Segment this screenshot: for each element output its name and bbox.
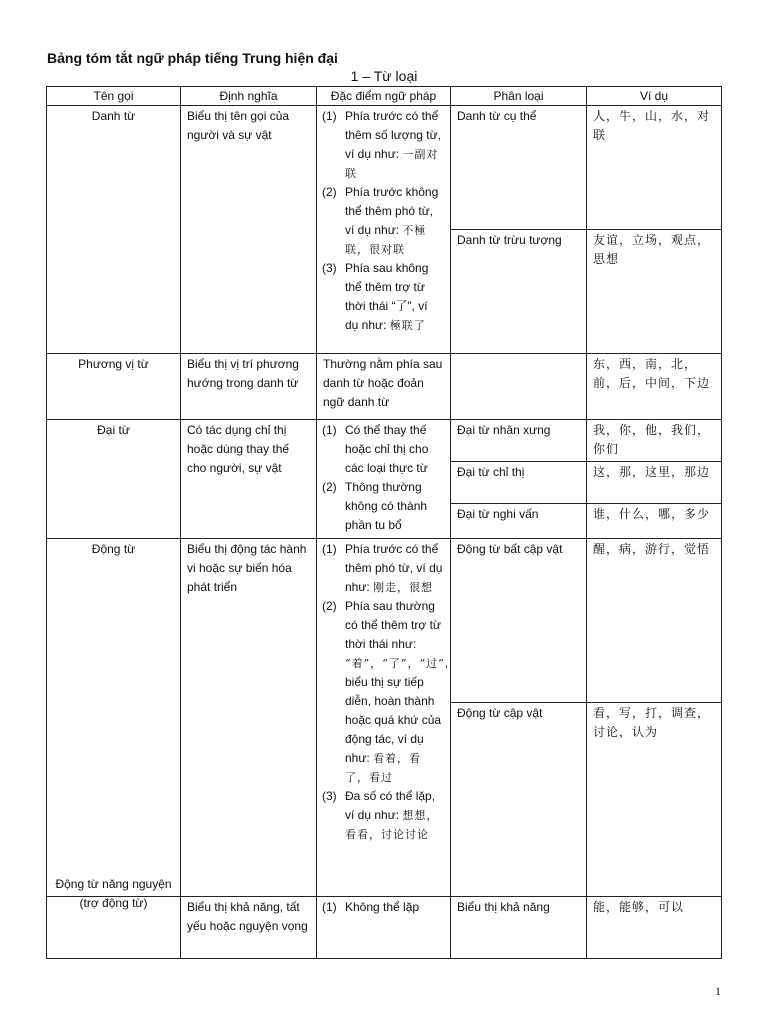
example-cell: 友谊，立场，观点，思想: [587, 230, 722, 354]
category-cell: Động từ cập vật: [451, 703, 587, 897]
header-name: Tên gọi: [47, 87, 181, 106]
feature-item: (1) Phía trước có thể thêm phó từ, ví dụ như: 刚走，很想: [322, 542, 443, 594]
feature-item: (1) Có thể thay thế hoặc chỉ thị cho các loại thực từ: [322, 423, 429, 475]
row-definition: Biểu thị tên gọi của người và sự vật: [181, 106, 317, 354]
row-name: Danh từ: [47, 106, 181, 354]
example-cell: 谁，什么，哪，多少: [587, 504, 722, 539]
header-example: Ví dụ: [587, 87, 722, 106]
feature-item: (3) Đa số có thể lặp, ví dụ như: 想想，看看，讨论讨论: [322, 789, 439, 841]
table-row: [47, 539, 722, 703]
row-features: Thường nằm phía sau danh từ hoặc đoản ngữ danh từ: [317, 354, 451, 420]
row-definition: Biểu thị động tác hành vi hoặc sự biến hóa phát triển: [181, 539, 317, 897]
row-name: Phương vị từ: [47, 354, 181, 420]
feature-item: (2) Thông thường không có thành phần tu bổ: [322, 480, 428, 532]
row-name: Đại từ: [47, 420, 181, 539]
table-row: [47, 354, 722, 420]
header-row: [47, 87, 722, 106]
header-features: Đặc điểm ngữ pháp: [317, 87, 451, 106]
row-features: [317, 106, 451, 354]
example-cell: 东，西，南，北，前，后，中间，下边: [587, 354, 722, 420]
feature-item: (3) Phía sau không thể thêm trợ từ thời thái “了”, ví dụ như: 極联了: [322, 261, 429, 332]
document-title: Bảng tóm tắt ngữ pháp tiếng Trung hiện đại: [47, 50, 338, 66]
row-definition: Biểu thị vị trí phương hướng trong danh từ: [181, 354, 317, 420]
header-category: Phân loại: [451, 87, 587, 106]
category-cell: [451, 354, 587, 420]
example-cell: 人，牛，山，水，对联: [587, 106, 722, 230]
row-definition: Biểu thị khả năng, tất yếu hoặc nguyện vọng: [181, 897, 317, 959]
grammar-table: [46, 86, 722, 959]
row-features: [317, 420, 451, 539]
table-row: [47, 420, 722, 462]
category-cell: Danh từ trừu tượng: [451, 230, 587, 354]
category-cell: Biểu thị khả năng: [451, 897, 587, 959]
page-number: 1: [715, 984, 721, 998]
row-name-label: Động từ năng nguyện (trợ động từ): [55, 877, 172, 910]
example-cell: 醒，病，游行，觉悟: [587, 539, 722, 703]
category-cell: Danh từ cụ thể: [451, 106, 587, 230]
table-row: [47, 106, 722, 230]
feature-item: (1) Không thể lặp: [322, 900, 420, 914]
category-cell: Đại từ chỉ thị: [451, 462, 587, 504]
header-definition: Định nghĩa: [181, 87, 317, 106]
category-cell: Động từ bất cập vật: [451, 539, 587, 703]
example-cell: 我，你，他，我们，你们: [587, 420, 722, 462]
feature-item: (2) Phía sau thường có thể thêm trợ từ thời thái như: “着”，“了”，“过”, biểu thị sự tiếp diễn, hoàn thành hoặc quá khứ của động tác, ví dụ như: 看着，看了，看过: [322, 599, 449, 784]
example-cell: 这，那，这里，那边: [587, 462, 722, 504]
category-cell: Đại từ nhân xưng: [451, 420, 587, 462]
example-cell: 看，写，打，调查，讨论，认为: [587, 703, 722, 897]
feature-item: (1) Phía trước có thể thêm số lượng từ, ví dụ như: 一副对联: [322, 109, 441, 180]
row-name: Động từ: [47, 539, 181, 897]
row-features: [317, 539, 451, 897]
row-features: [317, 897, 451, 959]
category-cell: Đại từ nghi vấn: [451, 504, 587, 539]
row-definition: Có tác dụng chỉ thị hoặc dùng thay thế cho người, sự vật: [181, 420, 317, 539]
row-name: [47, 877, 181, 959]
feature-item: (2) Phía trước không thể thêm phó từ, ví dụ như: 不極联，很对联: [322, 185, 439, 256]
section-title: 1 – Từ loại: [350, 68, 418, 84]
example-cell: 能，能够，可以: [587, 897, 722, 959]
table-row: [47, 897, 722, 959]
